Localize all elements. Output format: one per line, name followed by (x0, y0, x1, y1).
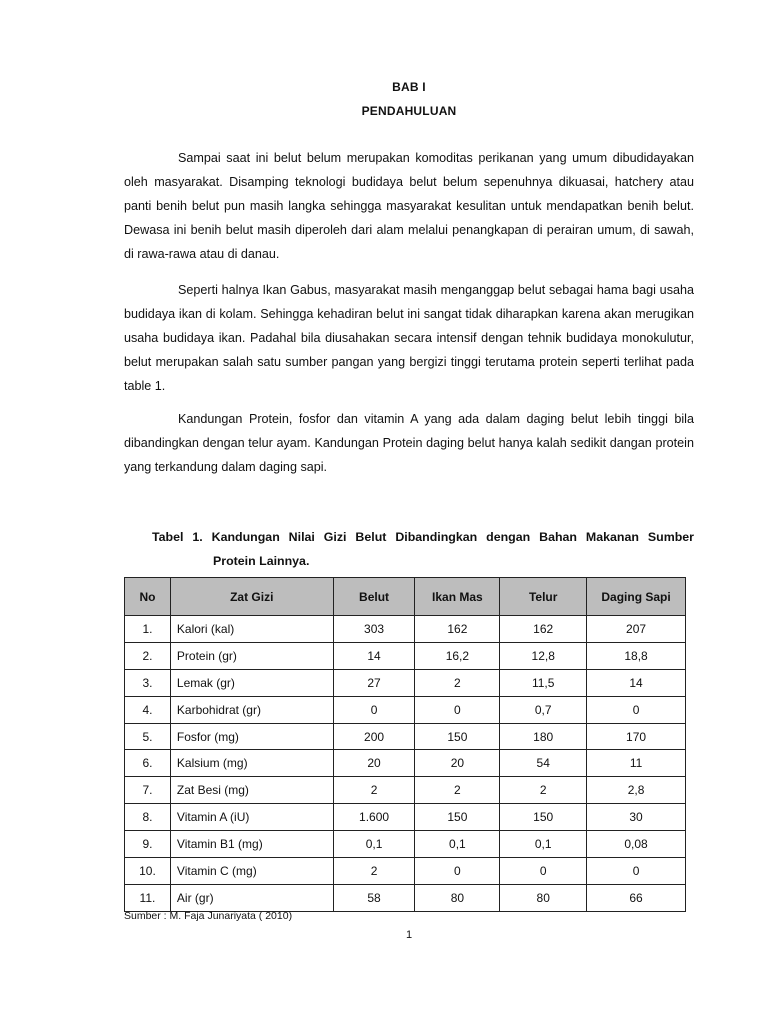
table-cell: 200 (333, 723, 415, 750)
header-daging-sapi: Daging Sapi (587, 578, 686, 616)
table-cell: 303 (333, 616, 415, 643)
table-cell: 66 (587, 884, 686, 911)
table-cell: Protein (gr) (170, 642, 333, 669)
table-cell: 0,08 (587, 831, 686, 858)
table-cell: 0,1 (500, 831, 587, 858)
table-cell: 7. (125, 777, 171, 804)
table-cell: 0,7 (500, 696, 587, 723)
table-cell: 0 (500, 858, 587, 885)
table-cell: Fosfor (mg) (170, 723, 333, 750)
table-cell: 14 (333, 642, 415, 669)
table-cell: 12,8 (500, 642, 587, 669)
table-cell: 2,8 (587, 777, 686, 804)
table-cell: 30 (587, 804, 686, 831)
table-cell: 2 (333, 858, 415, 885)
chapter-label: BAB I (392, 80, 426, 94)
table-row (125, 777, 686, 804)
header-no: No (125, 578, 171, 616)
table-cell: 2 (415, 669, 500, 696)
table-cell: 6. (125, 750, 171, 777)
table-cell: 2 (333, 777, 415, 804)
table-cell: 4. (125, 696, 171, 723)
table-cell: 80 (415, 884, 500, 911)
table-cell: 0,1 (333, 831, 415, 858)
table-cell: Zat Besi (mg) (170, 777, 333, 804)
table-cell: 11 (587, 750, 686, 777)
table-caption-line-1: Tabel 1. Kandungan Nilai Gizi Belut Dibandingkan dengan Bahan Makanan Sumber (152, 530, 694, 544)
table-cell: 0 (415, 696, 500, 723)
page-number: 1 (405, 929, 413, 941)
table-row (125, 884, 686, 911)
table-cell: 0 (587, 696, 686, 723)
table-cell: Karbohidrat (gr) (170, 696, 333, 723)
table-row (125, 858, 686, 885)
table-cell: 170 (587, 723, 686, 750)
table-cell: 162 (415, 616, 500, 643)
table-row (125, 642, 686, 669)
table-cell: 11. (125, 884, 171, 911)
table-cell: 150 (415, 804, 500, 831)
table-cell: 0,1 (415, 831, 500, 858)
table-cell: 2 (500, 777, 587, 804)
table-cell: Kalsium (mg) (170, 750, 333, 777)
table-cell: Vitamin A (iU) (170, 804, 333, 831)
table-row (125, 616, 686, 643)
table-cell: 2 (415, 777, 500, 804)
table-cell: 80 (500, 884, 587, 911)
table-cell: 0 (415, 858, 500, 885)
table-cell: 10. (125, 858, 171, 885)
header-zat-gizi: Zat Gizi (170, 578, 333, 616)
table-cell: 0 (333, 696, 415, 723)
table-cell: Vitamin C (mg) (170, 858, 333, 885)
paragraph-2: Seperti halnya Ikan Gabus, masyarakat masih menganggap belut sebagai hama bagi usaha budidaya ikan di kolam. Sehingga kehadiran belut ini sangat tidak diharapkan karena akan merugikan usaha budidaya ikan. Padahal bila diusahakan secara intensif dengan tehnik budidaya monokulutur, belut merupakan salah satu sumber pangan yang bergizi tinggi terutama protein seperti terlihat pada table 1. (124, 283, 694, 393)
table-cell: 9. (125, 831, 171, 858)
table-cell: 150 (415, 723, 500, 750)
table-cell: 11,5 (500, 669, 587, 696)
table-cell: 16,2 (415, 642, 500, 669)
table-cell: 27 (333, 669, 415, 696)
header-telur: Telur (500, 578, 587, 616)
table-row (125, 750, 686, 777)
table-cell: 1. (125, 616, 171, 643)
table-cell: 8. (125, 804, 171, 831)
table-cell: 0 (587, 858, 686, 885)
table-cell: 162 (500, 616, 587, 643)
paragraph-1: Sampai saat ini belut belum merupakan komoditas perikanan yang umum dibudidayakan oleh masyarakat. Disamping teknologi budidaya belut belum sepenuhnya dikuasai, hatchery atau panti benih belut pun masih langka sehingga masyarakat kesulitan untuk mendapatkan benih belut. Dewasa ini benih belut masih diperoleh dari alam melalui penangkapan di perairan umum, di sawah, di rawa-rawa atau di danau. (124, 151, 694, 261)
header-belut: Belut (333, 578, 415, 616)
header-ikan-mas: Ikan Mas (415, 578, 500, 616)
chapter-title: PENDAHULUAN (361, 104, 457, 118)
nutrition-table (124, 577, 686, 912)
table-row (125, 669, 686, 696)
table-caption (152, 525, 694, 573)
table-cell: 180 (500, 723, 587, 750)
table-row (125, 804, 686, 831)
table-cell: 20 (415, 750, 500, 777)
table-cell: 207 (587, 616, 686, 643)
table-cell: 20 (333, 750, 415, 777)
table-row (125, 723, 686, 750)
table-cell: 3. (125, 669, 171, 696)
table-cell: 5. (125, 723, 171, 750)
table-cell: Vitamin B1 (mg) (170, 831, 333, 858)
table-cell: 150 (500, 804, 587, 831)
table-cell: Lemak (gr) (170, 669, 333, 696)
table-caption-line-2: Protein Lainnya. (213, 554, 310, 568)
table-cell: 2. (125, 642, 171, 669)
table-cell: Kalori (kal) (170, 616, 333, 643)
table-cell: 54 (500, 750, 587, 777)
table-cell: 58 (333, 884, 415, 911)
table-cell: Air (gr) (170, 884, 333, 911)
table-row (125, 696, 686, 723)
table-source: Sumber : M. Faja Junariyata ( 2010) (124, 910, 293, 922)
table-header-row (125, 578, 686, 616)
table-body (125, 616, 686, 912)
table-row (125, 831, 686, 858)
table-cell: 18,8 (587, 642, 686, 669)
table-cell: 14 (587, 669, 686, 696)
table-cell: 1.600 (333, 804, 415, 831)
paragraph-3: Kandungan Protein, fosfor dan vitamin A yang ada dalam daging belut lebih tinggi bila dibandingkan dengan telur ayam. Kandungan Protein daging belut hanya kalah sedikit dangan protein yang terkandung dalam daging sapi. (124, 412, 694, 474)
